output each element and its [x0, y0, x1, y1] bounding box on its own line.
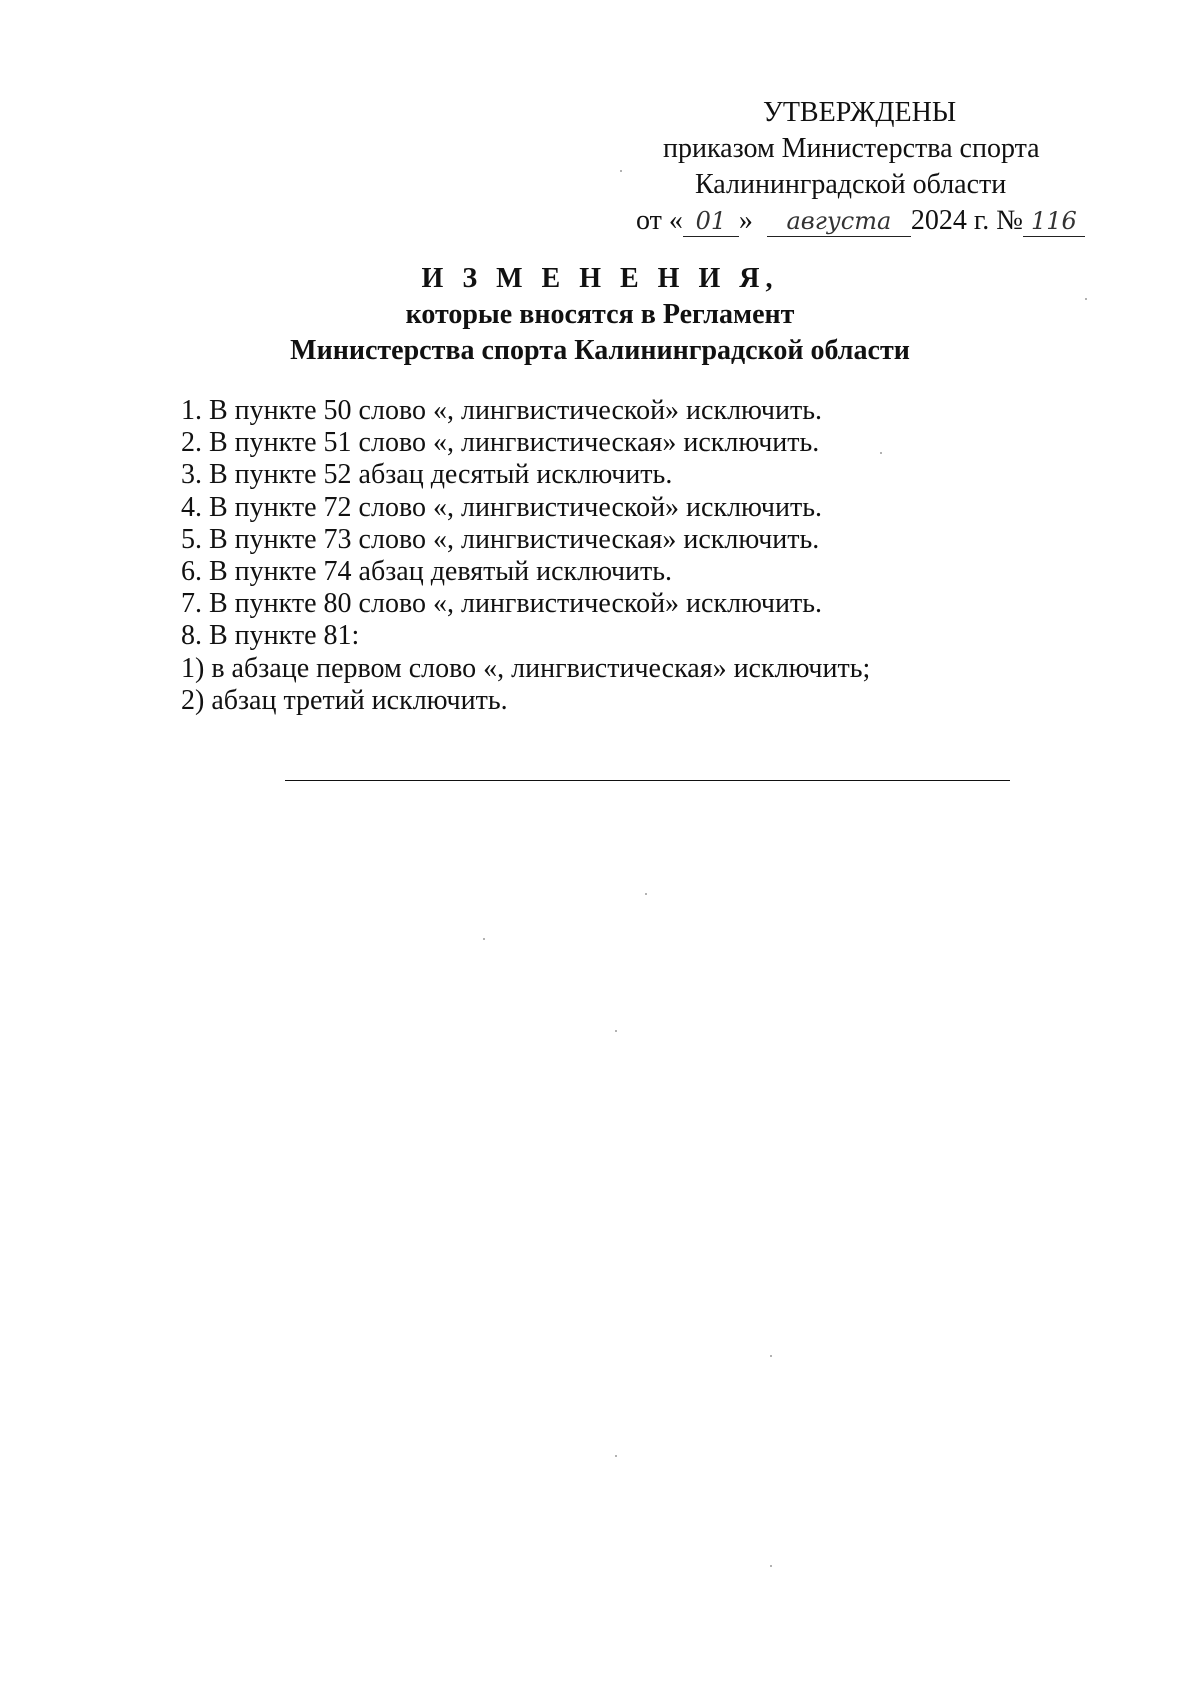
scan-speck — [615, 1455, 617, 1457]
list-item: 6. В пункте 74 абзац девятый исключить. — [181, 555, 673, 587]
scan-speck — [483, 938, 485, 940]
handwritten-month: августа — [767, 206, 911, 237]
scan-speck — [615, 1030, 617, 1032]
approval-order-line: приказом Министерства спорта — [663, 133, 1040, 164]
list-item: 2. В пункте 51 слово «, лингвистическая» исключить. — [181, 427, 820, 459]
date-prefix: от « — [636, 205, 683, 236]
document-title: И З М Е Н Е Н И Я, — [421, 263, 779, 294]
handwritten-order-number: 116 — [1023, 206, 1085, 237]
scan-speck — [880, 452, 882, 454]
document-subtitle-ministry: Министерства спорта Калининградской области — [290, 335, 910, 366]
closing-divider — [285, 780, 1010, 781]
document-subtitle: которые вносятся в Регламент — [405, 299, 795, 330]
list-item: 7. В пункте 80 слово «, лингвистической» исключить. — [181, 588, 822, 620]
date-close-quote: » — [738, 205, 753, 236]
approval-date-line — [636, 204, 1085, 238]
scan-speck — [1085, 298, 1087, 300]
list-item: 2) абзац третий исключить. — [181, 684, 508, 716]
list-item: 1. В пункте 50 слово «, лингвистической» исключить. — [181, 395, 822, 426]
scan-speck — [770, 1565, 772, 1567]
handwritten-day: 01 — [683, 206, 739, 237]
list-item: 4. В пункте 72 слово «, лингвистической» исключить. — [181, 491, 822, 523]
approval-region-line: Калининградской области — [695, 169, 1007, 200]
date-year-number-label: 2024 г. № — [910, 205, 1023, 236]
approval-title: УТВЕРЖДЕНЫ — [763, 97, 957, 128]
scan-speck — [645, 893, 647, 895]
scan-speck — [770, 1355, 772, 1357]
changes-list — [181, 395, 1081, 717]
list-item: 3. В пункте 52 абзац десятый исключить. — [181, 459, 673, 491]
list-item: 8. В пункте 81: — [181, 620, 360, 652]
scan-speck — [620, 170, 622, 172]
list-item: 5. В пункте 73 слово «, лингвистическая» исключить. — [181, 523, 820, 555]
list-item: 1) в абзаце первом слово «, лингвистическая» исключить; — [181, 652, 871, 684]
